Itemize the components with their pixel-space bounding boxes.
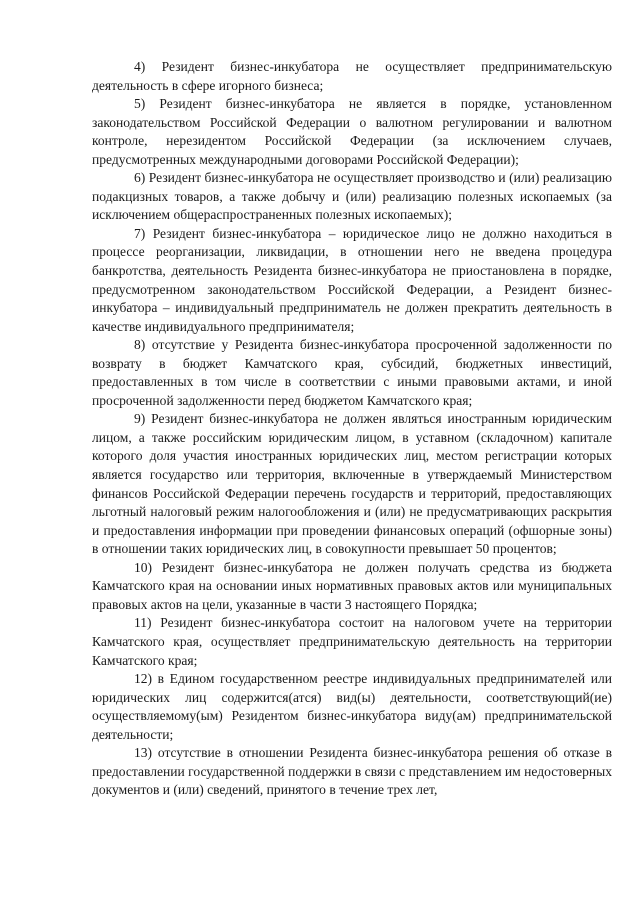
- document-page: [92, 58, 612, 800]
- paragraph-item-11: 11) Резидент бизнес-инкубатора состоит на налоговом учете на территории Камчатского края, осуществляет предпринимательскую деятельность на территории Камчатского края;: [92, 615, 612, 668]
- paragraph-item-6: 6) Резидент бизнес-инкубатора не осуществляет производство и (или) реализацию подакцизных товаров, а также добычу и (или) реализацию полезных ископаемых (за исключением общераспространенных полезных ископаемых);: [92, 170, 612, 223]
- paragraph-item-12: 12) в Едином государственном реестре индивидуальных предпринимателей или юридических лиц содержится(атся) вид(ы) деятельности, соответствующий(ие) осуществляемому(ым) Резидентом бизнес-инкубатора виду(ам) предпринимательской деятельности;: [92, 671, 612, 742]
- paragraph-item-10: 10) Резидент бизнес-инкубатора не должен получать средства из бюджета Камчатского края на основании иных нормативных правовых актов или муниципальных правовых актов на цели, указанные в части 3 настоящего Порядка;: [92, 559, 612, 612]
- paragraph-item-4: 4) Резидент бизнес-инкубатора не осуществляет предпринимательскую деятельность в сфере игорного бизнеса;: [92, 59, 612, 93]
- paragraph-item-7: 7) Резидент бизнес-инкубатора – юридическое лицо не должно находиться в процессе реорганизации, ликвидации, в отношении него не введена процедура банкротства, деятельность Резидента бизнес-инкубатора не приостановлена в порядке, предусмотренном законодательством Российской Федерации, а Резидент бизнес-инкубатора – индивидуальный предприниматель не должен прекратить деятельность в качестве индивидуального предпринимателя;: [92, 225, 612, 334]
- paragraph-item-8: 8) отсутствие у Резидента бизнес-инкубатора просроченной задолженности по возврату в бюджет Камчатского края, субсидий, бюджетных инвестиций, предоставленных в том числе в соответствии с иными правовыми актами, и иной просроченной задолженности перед бюджетом Камчатского края;: [92, 337, 612, 408]
- paragraph-item-13: 13) отсутствие в отношении Резидента бизнес-инкубатора решения об отказе в предоставлении государственной поддержки в связи с представлением им недостоверных документов и (или) сведений, принятого в течение трех лет,: [92, 745, 612, 798]
- paragraph-item-5: 5) Резидент бизнес-инкубатора не является в порядке, установленном законодательством Российской Федерации о валютном регулировании и валютном контроле, нерезидентом Российской Федерации (за исключением случаев, предусмотренных международными договорами Российской Федерации);: [92, 96, 612, 167]
- paragraph-item-9: 9) Резидент бизнес-инкубатора не должен являться иностранным юридическим лицом, а также российским юридическим лицом, в уставном (складочном) капитале которого доля участия иностранных юридических лиц, местом регистрации которых является государство или территория, включенные в утверждаемый Министерством финансов Российской Федерации перечень государств и территорий, предоставляющих льготный налоговый режим налогообложения и (или) не предусматривающих раскрытия и предоставления информации при проведении финансовых операций (офшорные зоны) в отношении таких юридических лиц, в совокупности превышает 50 процентов;: [92, 411, 612, 557]
